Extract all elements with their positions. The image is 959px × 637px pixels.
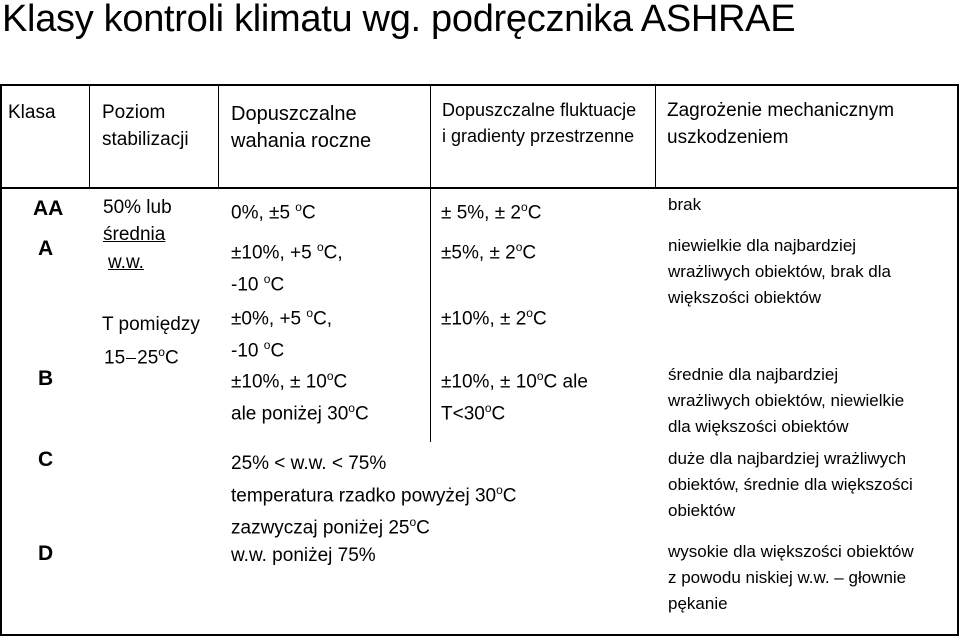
level-line-4: T pomiędzy (102, 314, 200, 335)
header-roczne: Dopuszczalne wahania roczne (231, 103, 372, 152)
annual-d: w.w. poniżej 75% (231, 545, 376, 566)
class-b: B (38, 367, 54, 390)
fluct-b: ±10%, ± $10^oC$ ale $T<30^oC$ (441, 369, 588, 425)
header-fluktuacje: Dopuszczalne fluktuacje i gradienty przestrzenne (442, 100, 637, 146)
risk-b: średnie dla najbardziej wrażliwych obiektów, niewielkie dla większości obiektów (668, 365, 905, 436)
col-divider-4 (655, 84, 656, 189)
header-poziom: Poziom stabilizacji (102, 102, 189, 150)
annual-aa: 0%, ±5 $^o$C (231, 200, 316, 224)
level-line-1: 50% lub (103, 197, 172, 218)
class-c: C (38, 448, 54, 471)
fluct-aa: ± 5%, ± $2^oC$ (441, 200, 542, 224)
risk-c: duże dla najbardziej wrażliwych obiektów, średnie dla większości obiektów (668, 449, 913, 520)
level-line-5: 15 25$^o$C (104, 345, 179, 369)
col-divider-fluct (430, 189, 431, 442)
fluct-a2: ±10%, ± $2^oC$ (441, 306, 547, 330)
table-left-border (0, 84, 2, 636)
class-a: A (38, 237, 54, 260)
fluct-a1: ±5%, ± $2^oC$ (441, 240, 537, 264)
level-line-3: w.w. (108, 252, 144, 273)
class-aa: AA (33, 197, 64, 220)
table-top-border (0, 84, 959, 86)
header-bottom-border (0, 187, 959, 189)
col-divider-1 (89, 84, 90, 189)
risk-d: wysokie dla większości obiektów z powodu niskiej w.w. – głownie pękanie (668, 542, 914, 613)
table-bottom-border (0, 634, 959, 636)
level-line-2: średnia (103, 224, 166, 245)
annual-a1: ±10%, +5 $^o$C, -10 $^o$C (231, 240, 343, 296)
risk-a: niewielkie dla najbardziej wrażliwych obiektów, brak dla większości obiektów (668, 236, 891, 307)
col-divider-3 (430, 84, 431, 189)
annual-c: 25% < w.w. < 75% temperatura rzadko powyżej 30$^o$C zazwyczaj poniżej 25$^o$C (231, 453, 517, 539)
annual-a2: ±0%, +5 $^o$C, -10 $^o$C (231, 306, 333, 362)
risk-aa: brak (668, 195, 702, 214)
header-klasa: Klasa (8, 102, 56, 123)
annual-b: ±10%, ± $10^oC$ ale poniżej 30$^o$C (231, 369, 369, 425)
page-title: Klasy kontroli klimatu wg. podręcznika ASHRAE (2, 0, 796, 40)
header-zagrozenie: Zagrożenie mechanicznym uszkodzeniem (667, 100, 895, 148)
col-divider-2 (218, 84, 219, 189)
class-d: D (38, 542, 54, 565)
